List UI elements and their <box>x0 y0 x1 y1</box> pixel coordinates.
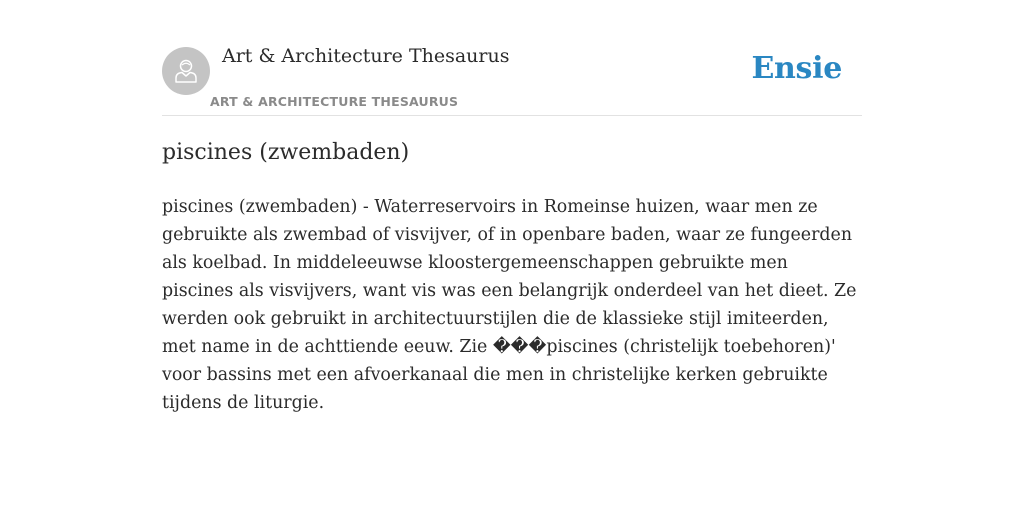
source-title[interactable]: Art & Architecture Thesaurus <box>222 45 510 67</box>
entry-title: piscines (zwembaden) <box>162 140 410 165</box>
content-container <box>162 0 862 413</box>
avatar[interactable] <box>162 47 210 95</box>
ensie-logo[interactable]: Ensie <box>751 51 842 86</box>
source-subtitle-link[interactable]: ART & ARCHITECTURE THESAURUS <box>210 94 459 109</box>
entry-header <box>162 0 862 116</box>
user-icon <box>171 56 201 86</box>
entry-definition: piscines (zwembaden) - Waterreservoirs in Romeinse huizen, waar men ze gebruikte als zwembad of visvijver, of in openbare baden, waar ze fungeerden als koelbad. In middeleeuwse kloostergemeenschappen gebruikte men piscines als visvijvers, want vis was een belangrijk onderdeel van het dieet. Ze werden ook gebruikt in architectuurstijlen die de klassieke stijl imiteerden, met name in de achttiende eeuw. Zie ���piscines (christelijk toebehoren)' voor bassins met een afvoerkanaal die men in christelijke kerken gebruikte tijdens de liturgie. <box>162 197 857 413</box>
